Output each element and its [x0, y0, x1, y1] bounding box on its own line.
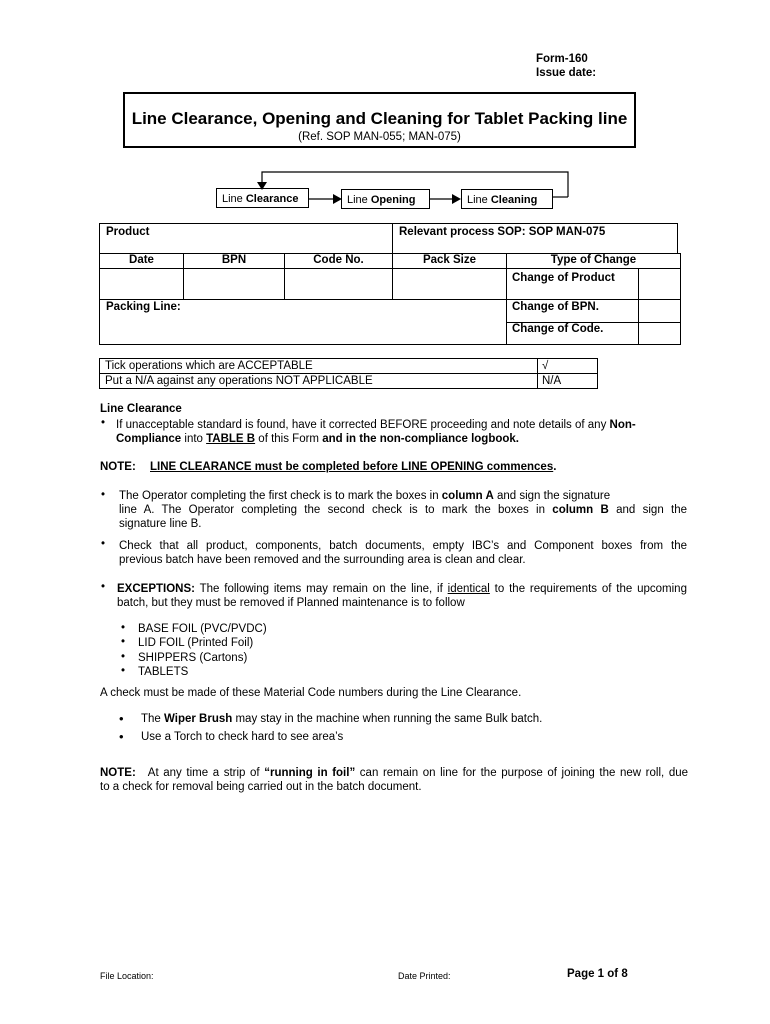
running-in-foil: “running in foil”: [264, 767, 356, 779]
p1-column-a: column A: [441, 490, 494, 502]
wiper-brush: Wiper Brush: [164, 713, 233, 725]
lc-text-g: and in the non-compliance logbook.: [322, 433, 519, 445]
col-header-pack: [392, 253, 507, 269]
flow-box-cleaning: [461, 189, 553, 209]
legend-tick-cell: [537, 358, 598, 374]
bullet-dot: •: [121, 651, 126, 663]
flow-box-prefix: Line: [222, 193, 246, 205]
flow-box-label: Opening: [370, 194, 416, 206]
col-date-label: Date: [129, 254, 154, 266]
col-bpn-label: BPN: [221, 254, 247, 266]
operator-para-line2: [119, 503, 687, 517]
note2-line2: to a check for removal being carried out in the batch document.: [100, 781, 422, 793]
note2-c: can remain on line for the purpose of joining the new roll, due: [355, 767, 689, 779]
legend-acceptable-text: Tick operations which are ACCEPTABLE: [105, 360, 313, 372]
operator-para-line1: [119, 489, 610, 503]
change-bpn-checkbox[interactable]: [638, 299, 681, 323]
identical-word: identical: [447, 583, 490, 595]
bullet-dot: •: [101, 489, 106, 501]
lc-text-b: Non-: [609, 419, 636, 431]
bullet-dot: •: [121, 636, 126, 648]
table-b-ref: TABLE B: [206, 433, 256, 445]
date-input-cell[interactable]: [99, 268, 184, 300]
lc-instruction-line2: [116, 432, 519, 446]
wiper-line: [141, 713, 542, 725]
note1: [150, 461, 556, 473]
note2-line1: [100, 766, 688, 780]
batch-info-table: [99, 223, 678, 345]
lc-text-d: into: [181, 433, 207, 445]
check-line: A check must be made of these Material Code numbers during the Line Clearance.: [100, 687, 522, 699]
note1-label: NOTE:: [100, 461, 136, 473]
packing-line-cell[interactable]: [99, 299, 507, 345]
bullet-dot: •: [119, 711, 124, 726]
change-code-label: Change of Code.: [512, 323, 604, 335]
line-clearance-heading: Line Clearance: [100, 403, 182, 415]
col-pack-label: Pack Size: [422, 254, 477, 266]
p3-b: to the requirements of the upcoming: [489, 583, 687, 595]
flow-box-prefix: Line: [467, 194, 491, 206]
relevant-sop: Relevant process SOP: SOP MAN-075: [399, 226, 606, 238]
list-item: LID FOIL (Printed Foil): [138, 637, 254, 649]
p3-a: The following items may remain on the line, if: [194, 583, 448, 595]
page-number: Page 1 of 8: [567, 968, 628, 980]
tick-mark: √: [542, 360, 549, 372]
product-cell[interactable]: [99, 223, 393, 254]
form-number: Form-160: [536, 53, 588, 65]
legend-row-na: [99, 373, 538, 389]
bullet-dot: •: [119, 729, 124, 744]
na-mark: N/A: [542, 375, 562, 387]
sop-reference: (Ref. SOP MAN-055; MAN-075): [298, 131, 461, 143]
col-code-label: Code No.: [313, 254, 364, 266]
pack-input-cell[interactable]: [392, 268, 507, 300]
change-bpn-label: Change of BPN.: [512, 301, 599, 313]
bpn-input-cell[interactable]: [183, 268, 285, 300]
col-header-code: [284, 253, 393, 269]
exceptions-line2: batch, but they must be removed if Planned maintenance is to follow: [117, 597, 465, 609]
packing-line-label: Packing Line:: [106, 301, 181, 313]
lc-text-c: Compliance: [116, 433, 182, 445]
flow-box-opening: [341, 189, 430, 209]
p1-c: and sign the signature: [493, 490, 611, 502]
flow-box-label: Clearance: [245, 193, 299, 205]
col-header-date: [99, 253, 184, 269]
note2-a: At any time a strip of: [147, 767, 265, 779]
bullet-dot: •: [121, 665, 126, 677]
wiper-c: may stay in the machine when running the same Bulk batch.: [232, 713, 543, 725]
bullet-dot: •: [101, 417, 106, 429]
change-product-label: Change of Product: [512, 272, 615, 284]
check-para-line1: Check that all product, components, batch documents, empty IBC’s and Component boxes from the: [119, 540, 687, 552]
lc-instruction: [116, 418, 688, 432]
operator-para-line3: signature line B.: [119, 518, 202, 530]
change-code-checkbox[interactable]: [638, 322, 681, 345]
note1-end: .: [553, 461, 557, 473]
flow-diagram: [0, 0, 770, 220]
torch-line: Use a Torch to check hard to see area’s: [141, 731, 344, 743]
check-para-line2: previous batch have been removed and the surrounding area is clean and clear.: [119, 554, 526, 566]
page-title: Line Clearance, Opening and Cleaning for Tablet Packing line: [131, 109, 628, 128]
legend-row-acceptable: [99, 358, 538, 374]
flow-box-prefix: Line: [347, 194, 371, 206]
issue-date-label: Issue date:: [536, 67, 597, 79]
legend-na-cell: [537, 373, 598, 389]
note1-text: LINE CLEARANCE must be completed before LINE OPENING commences: [150, 461, 554, 473]
change-product-checkbox[interactable]: [638, 268, 681, 300]
change-code-cell: [506, 322, 639, 345]
lc-text-a: If unacceptable standard is found, have it corrected BEFORE proceeding and note details of any: [116, 419, 610, 431]
list-item: TABLETS: [138, 666, 189, 678]
col-header-type: [506, 253, 681, 269]
bullet-dot: •: [121, 622, 126, 634]
lc-text-f: of this Form: [255, 433, 323, 445]
list-item: BASE FOIL (PVC/PVDC): [138, 623, 267, 635]
p1-a: The Operator completing the first check is to mark the boxes in: [119, 490, 442, 502]
exceptions-label: EXCEPTIONS:: [117, 583, 195, 595]
change-bpn-cell: [506, 299, 639, 323]
wiper-a: The: [141, 713, 165, 725]
legend-na-text: Put a N/A against any operations NOT APPLICABLE: [105, 375, 373, 387]
flow-box-clearance: [216, 188, 309, 208]
list-item: SHIPPERS (Cartons): [138, 652, 248, 664]
col-type-label: Type of Change: [550, 254, 637, 266]
legend-table: [99, 358, 598, 389]
file-location-label: File Location:: [100, 971, 154, 981]
date-printed-label: Date Printed:: [398, 971, 451, 981]
code-input-cell[interactable]: [284, 268, 393, 300]
relevant-sop-cell: [392, 223, 678, 254]
exceptions-line1: [117, 582, 687, 596]
p1-line2-a: line A. The Operator completing the second check is to mark the boxes in: [119, 504, 553, 516]
bullet-dot: •: [101, 581, 106, 593]
flow-box-label: Cleaning: [490, 194, 538, 206]
p1-line2-c: and sign the: [608, 504, 688, 516]
arrow-2-head: [452, 194, 461, 204]
p1-column-b: column B: [552, 504, 609, 516]
note2-label: NOTE:: [100, 767, 136, 779]
product-label: Product: [106, 226, 150, 238]
col-header-bpn: [183, 253, 285, 269]
bullet-dot: •: [101, 538, 106, 550]
change-product-cell: [506, 268, 639, 300]
